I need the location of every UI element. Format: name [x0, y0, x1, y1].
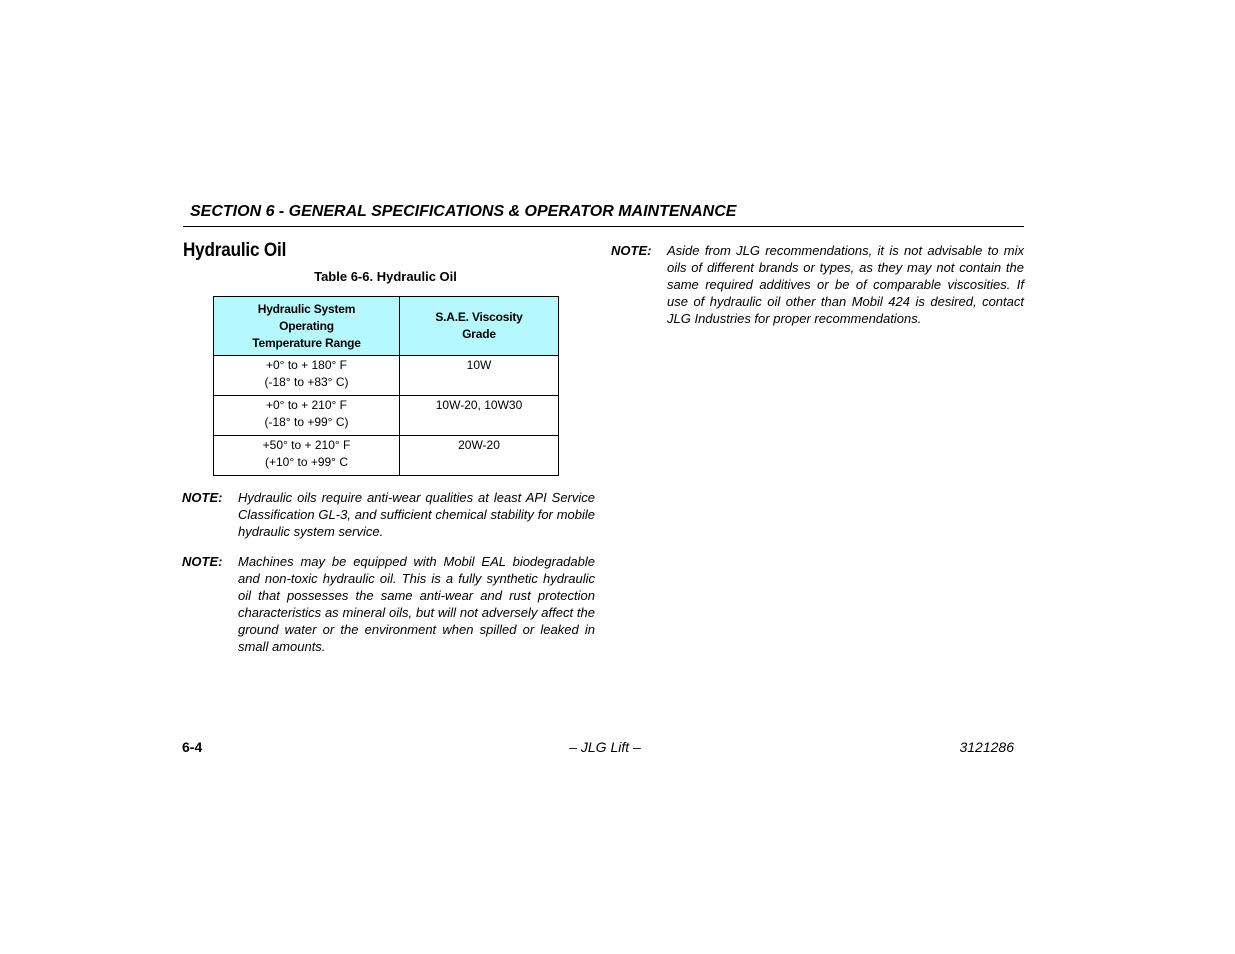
section-heading: Hydraulic Oil — [183, 240, 287, 261]
note-label: NOTE: — [611, 243, 652, 258]
header-line: Hydraulic System — [257, 301, 356, 316]
page-number: 6-4 — [182, 739, 203, 755]
footer-title: – JLG Lift – — [569, 739, 641, 755]
temperature-cell — [214, 436, 400, 476]
header-rule — [183, 226, 1024, 227]
document-number: 3121286 — [959, 739, 1014, 755]
table-row — [214, 396, 559, 436]
column-header-viscosity — [400, 297, 559, 356]
temperature-c: (-18° to +83° C) — [264, 375, 349, 389]
table-row — [214, 356, 559, 396]
grade-cell: 10W — [400, 356, 559, 396]
temperature-c: (-18° to +99° C) — [264, 415, 349, 429]
column-header-temperature — [214, 297, 400, 356]
note-text: Aside from JLG recommendations, it is not advisable to mix oils of different brands or types, as they may not contain the same required additives or be of comparable viscosities. If use of hydraulic oil other than Mobil 424 is desired, contact JLG Industries for proper recommendations. — [667, 243, 1024, 326]
note-label: NOTE: — [182, 554, 223, 569]
temperature-f: +0° to + 180° F — [266, 358, 347, 372]
temperature-cell — [214, 356, 400, 396]
header-line: Temperature Range — [252, 335, 361, 350]
temperature-f: +50° to + 210° F — [262, 438, 351, 452]
temperature-c: (+10° to +99° C — [265, 455, 348, 469]
grade-cell: 10W-20, 10W30 — [400, 396, 559, 436]
header-line: Grade — [462, 327, 496, 341]
table-header-row — [214, 297, 559, 356]
grade-cell: 20W-20 — [400, 436, 559, 476]
hydraulic-oil-table — [213, 296, 559, 476]
header-line: Operating — [279, 318, 334, 333]
note-text: Hydraulic oils require anti-wear qualities at least API Service Classification GL-3, and sufficient chemical stability for mobile hydraulic system service. — [238, 490, 595, 539]
temperature-f: +0° to + 210° F — [266, 398, 347, 412]
note-label: NOTE: — [182, 490, 223, 505]
table-caption: Table 6-6. Hydraulic Oil — [314, 269, 457, 284]
temperature-cell — [214, 396, 400, 436]
section-header: SECTION 6 - GENERAL SPECIFICATIONS & OPERATOR MAINTENANCE — [190, 203, 737, 220]
note-text: Machines may be equipped with Mobil EAL biodegradable and non-toxic hydraulic oil. This is a fully synthetic hydraulic oil that possesses the same anti-wear and rust protection characteristics as mineral oils, but will not adversely affect the ground water or the environment when spilled or leaked in small amounts. — [238, 554, 595, 654]
header-line: S.A.E. Viscosity — [435, 310, 523, 324]
table-row — [214, 436, 559, 476]
